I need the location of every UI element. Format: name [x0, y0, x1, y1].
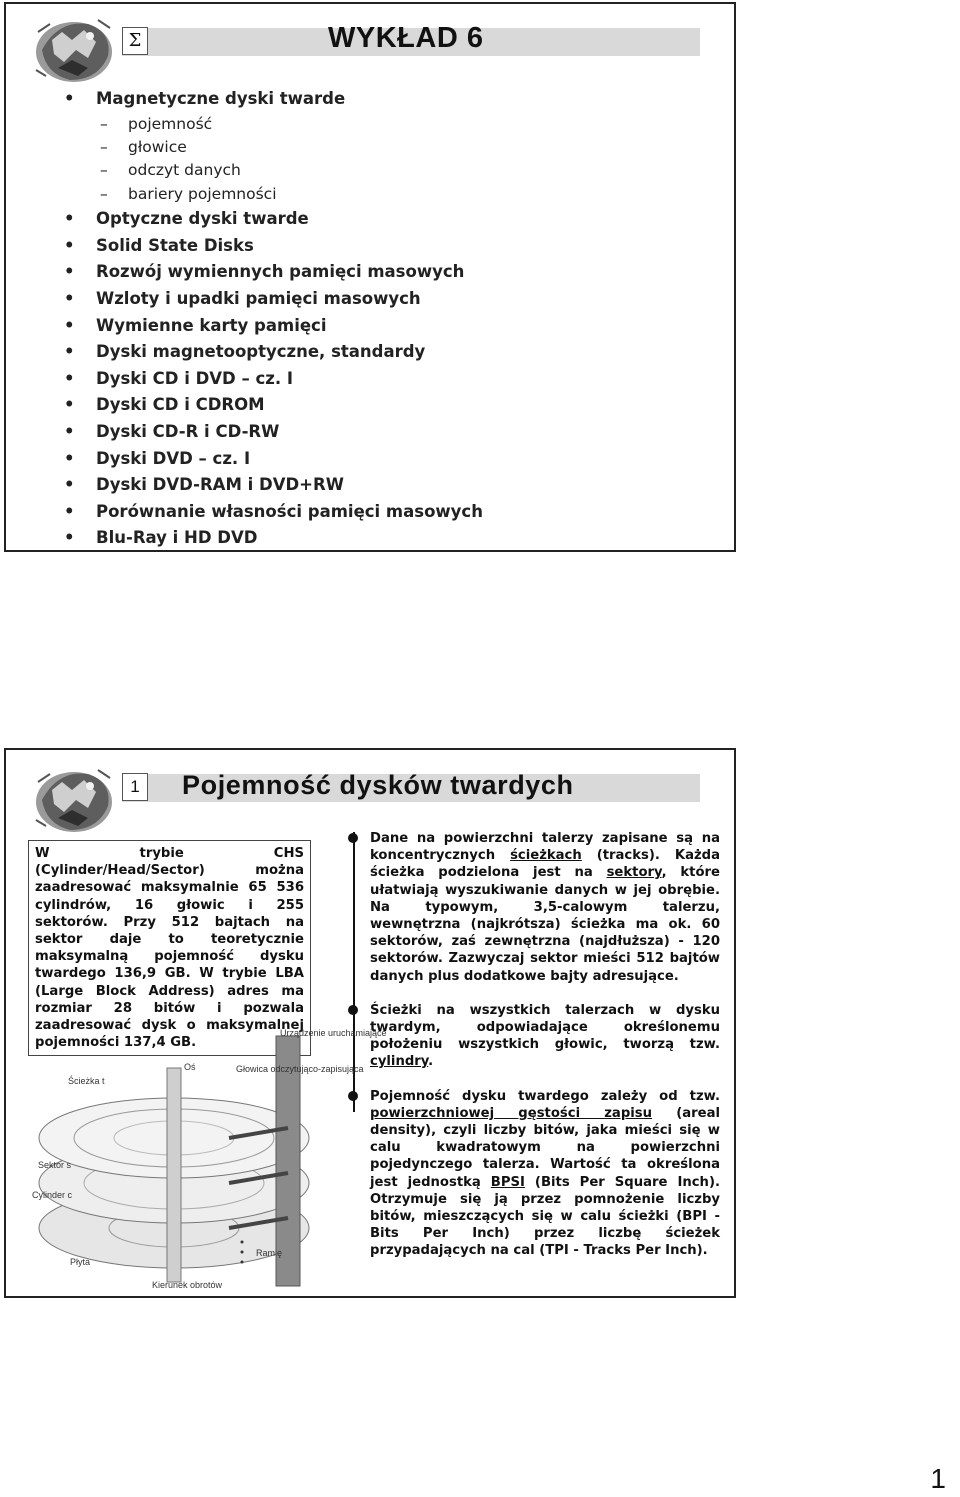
spindle-axis [167, 1068, 181, 1282]
slide-title: Pojemność dysków twardych [182, 770, 574, 800]
outline-item [58, 366, 483, 393]
outline-item-label: Dyski CD i CDROM [96, 395, 265, 415]
dash-bullet-icon: – [100, 137, 108, 156]
bullet-icon: • [64, 262, 75, 282]
bullet-icon: • [64, 235, 75, 255]
outline-item-label: Dyski DVD-RAM i DVD+RW [96, 475, 344, 495]
text-fragment: Pojemność dysku twardego zależy od tzw. [370, 1088, 720, 1104]
outline-item-label: Blu-Ray i HD DVD [96, 528, 258, 548]
outline-item [58, 339, 483, 366]
term-areal-density: powierzchniowej gęstości zapisu [370, 1105, 653, 1121]
label-direction: Kierunek obrotów [152, 1280, 223, 1290]
label-platter: Płyta [70, 1257, 91, 1267]
outline-item [58, 233, 483, 260]
bullet-icon: • [64, 528, 75, 548]
paragraph-areal-density [350, 1088, 720, 1260]
outline-subitem [58, 113, 483, 136]
text-fragment: , które ułatwiają wyszukiwanie danych w jej obrębie. Na typowym, 3,5-calowym talerzu, wewnętrzna (najkrótsza) ścieżka ma ok. 60 sektorów, zaś zewnętrzna (najdłuższa) - 120 sektorów. Zazwyczaj sektor mieści 512 bajtów danych plus dodatkowe bajty adresujące. [370, 865, 720, 984]
term-tracks: ścieżkach [510, 848, 582, 864]
text-fragment: Dane na powierzchni talerzy zapisane są na koncentrycznych [370, 831, 720, 864]
outline-item-label: Dyski magnetooptyczne, standardy [96, 342, 426, 362]
right-column [350, 830, 720, 1277]
term-bpsi: BPSI [490, 1174, 525, 1190]
label-head: Głowica odczytująco-zapisująca [236, 1064, 364, 1074]
bullet-icon: • [64, 421, 75, 441]
dash-bullet-icon: – [100, 161, 108, 180]
dash-bullet-icon: – [100, 184, 108, 203]
label-actuator: Urządzenie uruchamiające [280, 1028, 387, 1038]
slide-disk-capacity [4, 748, 736, 1298]
university-logo-icon [28, 10, 120, 90]
outline-subitem [58, 183, 483, 206]
outline-subitem [58, 159, 483, 182]
text-fragment: . [428, 1054, 434, 1070]
slide-number-box: 1 [122, 773, 148, 801]
bullet-dot-icon [348, 833, 358, 843]
bullet-icon: • [64, 288, 75, 308]
page-number: 1 [930, 1463, 946, 1494]
label-track: Ścieżka t [68, 1076, 105, 1086]
outline-item-label: odczyt danych [128, 161, 241, 180]
bullet-icon: • [64, 368, 75, 388]
bullet-icon: • [64, 209, 75, 229]
paragraph-cylinders [350, 1002, 720, 1071]
outline-item-label: Porównanie własności pamięci masowych [96, 501, 483, 521]
hard-disk-diagram [24, 1028, 387, 1290]
outline-item [58, 206, 483, 233]
outline-item-label: Wzloty i upadki pamięci masowych [96, 288, 421, 308]
text-fragment: (areal density), czyli liczby bitów, jaka mieści się w calu kwadratowym na powierzchni pojedynczego talerza. Wartość ta określona jest jednostką [370, 1105, 721, 1190]
bullet-dot-icon [348, 1091, 358, 1101]
paragraph-tracks-sectors [350, 830, 720, 985]
outline-item [58, 525, 483, 552]
outline-item-label: Dyski DVD – cz. I [96, 448, 251, 468]
slide-lecture-outline [4, 2, 736, 552]
bullet-icon: • [64, 342, 75, 362]
outline-item-label: Wymienne karty pamięci [96, 315, 327, 335]
outline-item [58, 286, 483, 313]
bullet-icon: • [64, 501, 75, 521]
outline-item-label: głowice [128, 137, 187, 156]
outline-item [58, 419, 483, 446]
outline-item [58, 499, 483, 526]
term-cylinders: cylindry [370, 1054, 429, 1070]
outline-item-label: Optyczne dyski twarde [96, 209, 309, 229]
label-arm: Ramię [256, 1248, 283, 1258]
outline-subitem [58, 136, 483, 159]
term-sectors: sektory [606, 865, 662, 881]
outline-item [58, 446, 483, 473]
outline-item [58, 86, 483, 113]
label-cylinder: Cylinder c [32, 1190, 73, 1200]
label-axis: Oś [184, 1062, 196, 1072]
outline-item-label: Solid State Disks [96, 235, 254, 255]
label-sector: Sektor s [38, 1160, 72, 1170]
outline-item-label: Dyski CD i DVD – cz. I [96, 368, 294, 388]
outline-item-label: pojemność [128, 114, 213, 133]
outline-list [58, 86, 483, 552]
text-fragment: (tracks). Każda ścieżka podzielona jest na [370, 848, 720, 881]
bullet-icon: • [64, 475, 75, 495]
bullet-icon: • [64, 315, 75, 335]
outline-item [58, 392, 483, 419]
slide-title: WYKŁAD 6 [328, 22, 484, 54]
outline-item [58, 313, 483, 340]
sigma-icon: Σ [122, 27, 148, 55]
bullet-icon: • [64, 89, 75, 108]
outline-item-label: Magnetyczne dyski twarde [96, 89, 346, 108]
bullet-dot-icon [348, 1005, 358, 1015]
text-fragment: Ścieżki na wszystkich talerzach w dysku twardym, odpowiadające określonemu położeniu wszystkich głowic, tworzą tzw. [370, 1002, 720, 1053]
chs-lba-info-box: W trybie CHS (Cylinder/Head/Sector) można zaadresować maksymalnie 65 536 cylindrów, 16 głowic i 255 sektorów. Przy 512 bajtach na sektor daje to teoretycznie maksymalną pojemność dysku twardego 136,9 GB. W trybie LBA (Large Block Address) adres ma rozmiar 28 bitów i pozwala zaadresować dysk o maksymalnej pojemności 137,4 GB. [28, 840, 311, 1056]
university-logo-icon [28, 760, 120, 840]
outline-item-label: Rozwój wymiennych pamięci masowych [96, 262, 465, 282]
bullet-icon: • [64, 395, 75, 415]
outline-item-label: Dyski CD-R i CD-RW [96, 421, 280, 441]
text-fragment: (Bits Per Square Inch). Otrzymuje się ją przez pomnożenie liczby bitów, mieszczących się w calu ścieżki (BPI - Bits Per Inch) przez liczbę ścieżek przypadających na cal (TPI - Tracks Per Inch). [370, 1174, 720, 1259]
bullet-icon: • [64, 448, 75, 468]
outline-item [58, 472, 483, 499]
outline-item [58, 259, 483, 286]
dash-bullet-icon: – [100, 114, 108, 133]
outline-item-label: bariery pojemności [128, 184, 277, 203]
